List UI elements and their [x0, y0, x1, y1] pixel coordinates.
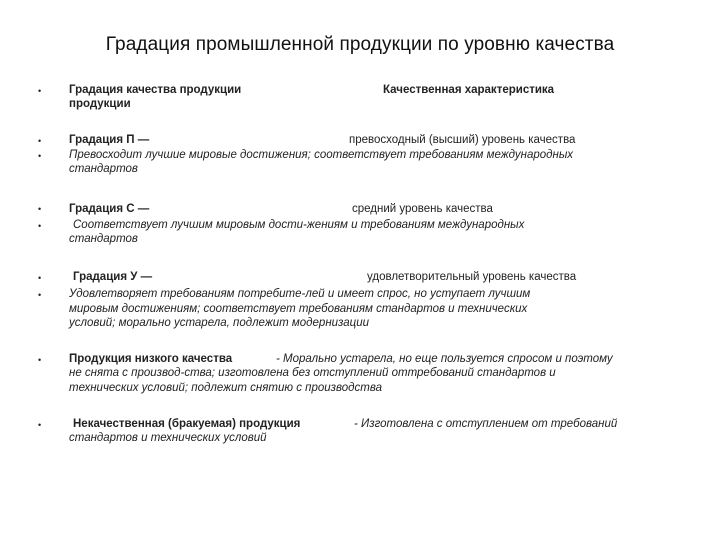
grade-u-level: удовлетворительный уровень качества [367, 271, 577, 283]
header-col2: Качественная характеристика [383, 84, 555, 96]
bullet: • [38, 221, 42, 231]
bullet: • [38, 151, 42, 161]
page-title: Градация промышленной продукции по уровню качества [105, 34, 615, 55]
bullet: • [38, 290, 42, 300]
grade-c-desc-line2: стандартов [69, 233, 138, 245]
bullet: • [38, 420, 42, 430]
grade-c-level: средний уровень качества [352, 203, 493, 215]
low-quality-name: Продукция низкого качества [69, 353, 233, 365]
bullet: • [38, 273, 42, 283]
grade-p-name: Градация П — [69, 134, 150, 146]
grade-u-desc-line1: Удовлетворяет требованиям потребите-лей и имеет спрос, но уступает лучшим [69, 288, 531, 300]
low-quality-desc-line2: не снята с производ-ства; изготовлена без отступлений оттребований стандартов и [69, 367, 556, 379]
grade-c-desc-line1: Соответствует лучшим мировым дости-жениям и требованиям международных [73, 219, 525, 231]
grade-c-name: Градация С — [69, 203, 150, 215]
grade-u-name: Градация У — [73, 271, 153, 283]
header-col1-line2: продукции [69, 98, 131, 110]
defective-name: Некачественная (бракуемая) продукция [73, 418, 301, 430]
low-quality-desc-line1: - Морально устарела, но еще пользуется спросом и поэтому [276, 353, 613, 365]
defective-desc-line1: - Изготовлена с отступлением от требований [354, 418, 618, 430]
low-quality-desc-line3: технических условий; подлежит снятию с производства [69, 382, 382, 394]
grade-p-level: превосходный (высший) уровень качества [349, 134, 576, 146]
defective-desc-line2: стандартов и технических условий [69, 432, 267, 444]
grade-p-desc-line2: стандартов [69, 163, 138, 175]
bullet: • [38, 86, 42, 96]
grade-u-desc-line3: условий; морально устарела, подлежит модернизации [69, 317, 370, 329]
grade-u-desc-line2: мировым достижениям; соответствует требованиям стандартов и технических [69, 303, 528, 315]
grade-p-desc-line1: Превосходит лучшие мировые достижения; соответствует требованиям международных [69, 149, 574, 161]
bullet: • [38, 136, 42, 146]
bullet: • [38, 204, 42, 214]
header-col1-line1: Градация качества продукции [69, 84, 242, 96]
bullet: • [38, 355, 42, 365]
